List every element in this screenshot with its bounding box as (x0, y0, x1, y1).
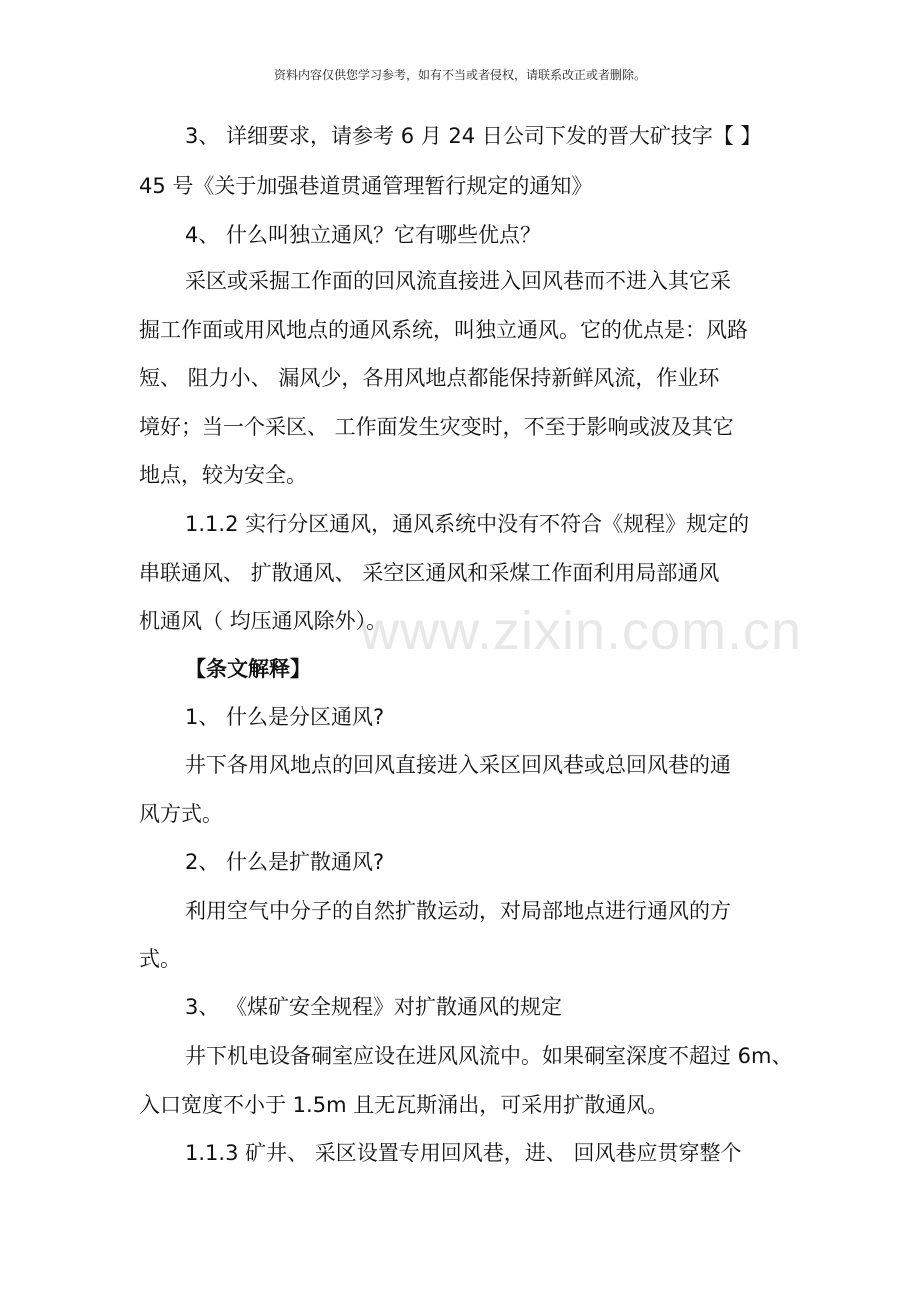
paragraph-line: 机通风（ 均压通风除外）。 (139, 609, 388, 633)
paragraph-line: 4、 什么叫独立通风？它有哪些优点？ (185, 223, 542, 247)
watermark: www.zixin.com.cn (360, 601, 803, 661)
paragraph-line: 风方式。 (139, 802, 223, 826)
section-title-clause-explanation: 【条文解释】 (185, 657, 311, 681)
section-heading-1-1-2: 1.1.2 实行分区通风，通风系统中没有不符合《规程》规定的 (185, 512, 750, 536)
paragraph-line: 短、 阻力小、 漏风少，各用风地点都能保持新鲜风流，作业环 (139, 366, 720, 390)
paragraph-line: 3、 《煤矿安全规程》对扩散通风的规定 (185, 995, 563, 1019)
paragraph-line: 45 号《关于加强巷道贯通管理暂行规定的通知》 (139, 174, 593, 198)
paragraph-line: 3、 详细要求，请参考 6 月 24 日公司下发的晋大矿技字【 】 (185, 124, 762, 148)
paragraph-line: 2、 什么是扩散通风? (185, 850, 385, 874)
paragraph-line: 式。 (139, 947, 181, 971)
section-heading-1-1-3: 1.1.3 矿井、 采区设置专用回风巷，进、 回风巷应贯穿整个 (185, 1141, 742, 1165)
paragraph-line: 利用空气中分子的自然扩散运动，对局部地点进行通风的方 (185, 899, 731, 923)
paragraph-line: 1、 什么是分区通风? (185, 705, 385, 729)
paragraph-line: 井下各用风地点的回风直接进入采区回风巷或总回风巷的通 (185, 753, 731, 777)
paragraph-line: 井下机电设备硐室应设在进风风流中。如果硐室深度不超过 6m、 (185, 1044, 793, 1068)
paragraph-line: 入口宽度不小于 1.5m 且无瓦斯涌出，可采用扩散通风。 (139, 1093, 669, 1117)
paragraph-line: 地点，较为安全。 (139, 463, 307, 487)
paragraph-line: 串联通风、 扩散通风、 采空区通风和采煤工作面利用局部通风 (139, 561, 720, 585)
paragraph-line: 采区或采掘工作面的回风流直接进入回风巷而不进入其它采 (185, 269, 731, 293)
header-disclaimer: 资料内容仅供您学习参考，如有不当或者侵权，请联系改正或者删除。 (273, 68, 646, 82)
paragraph-line: 掘工作面或用风地点的通风系统，叫独立通风。它的优点是：风路 (139, 318, 748, 342)
paragraph-line: 境好；当一个采区、 工作面发生灾变时，不至于影响或波及其它 (139, 415, 734, 439)
